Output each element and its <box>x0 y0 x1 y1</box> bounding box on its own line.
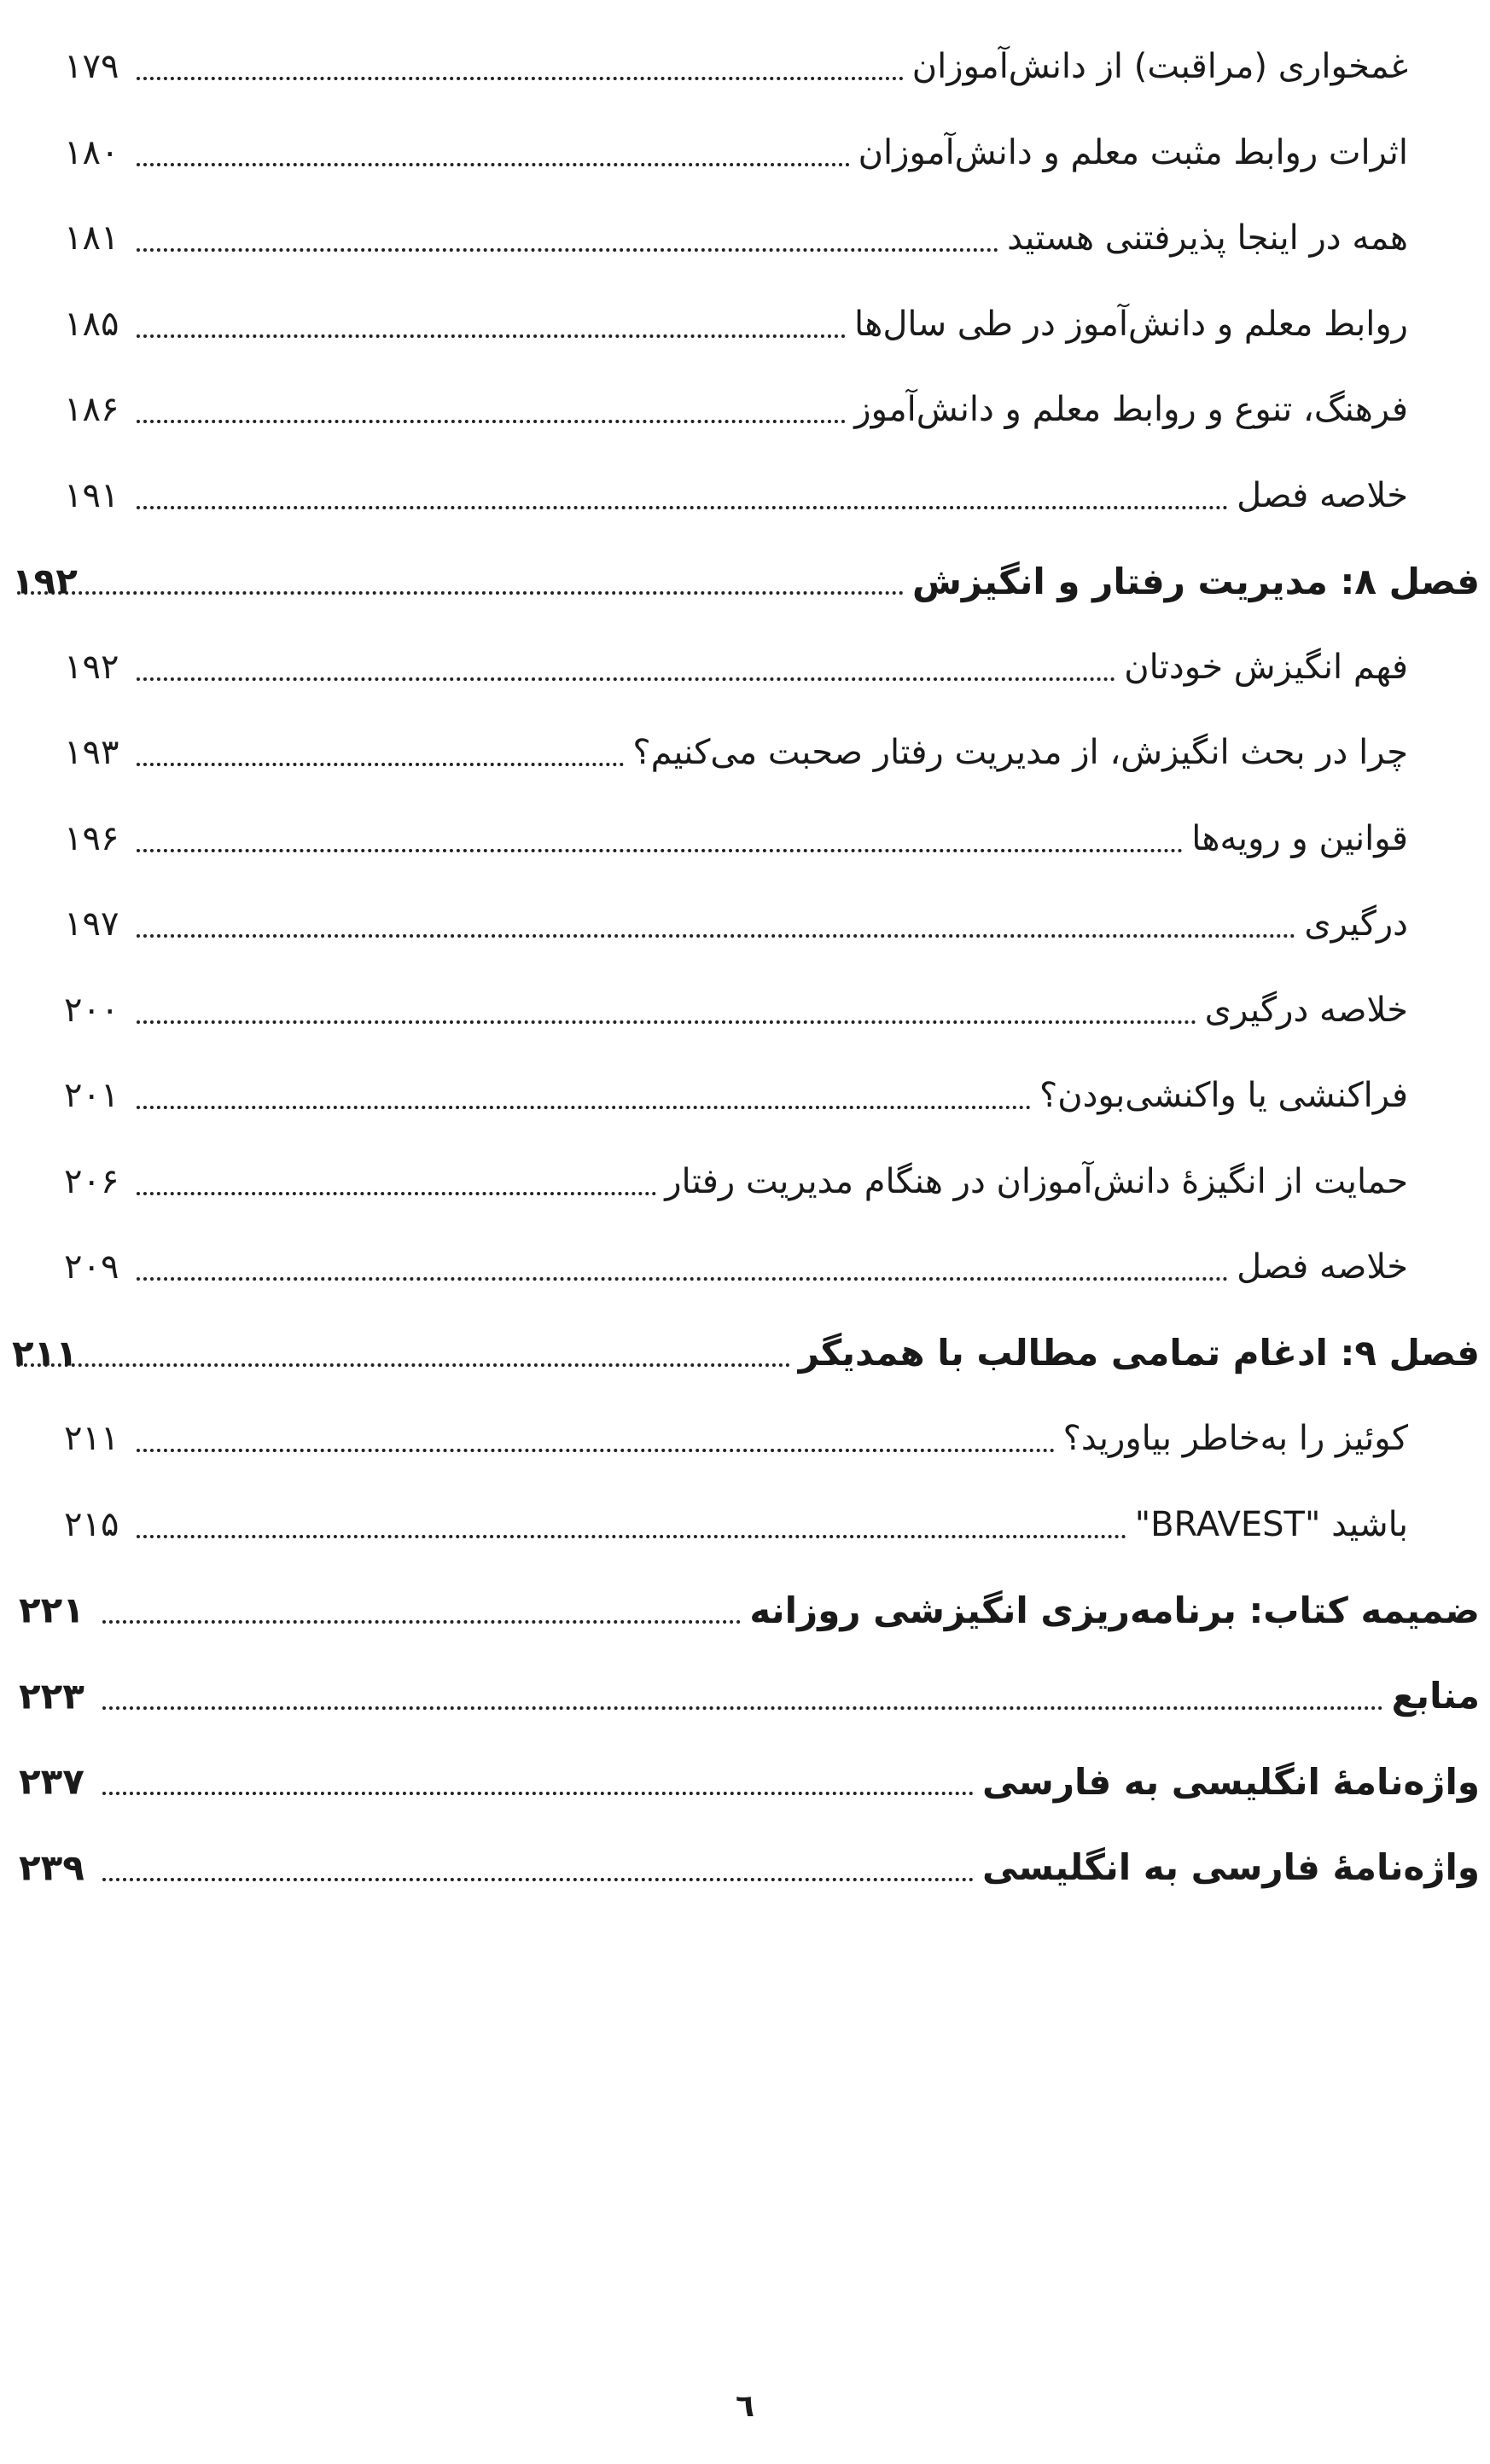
dot-leader <box>137 849 1183 852</box>
toc-entry-page: ۱۹۳ <box>64 733 119 773</box>
toc-appendix-entry[interactable] <box>0 1825 1490 1911</box>
toc-entry-page: ۱۷۹ <box>64 47 119 87</box>
dot-leader <box>17 591 904 595</box>
toc-entry[interactable] <box>0 282 1490 368</box>
toc-appendix-page: ۲۳۹ <box>19 1846 84 1889</box>
toc-entry-page: ۱۸۶ <box>64 390 119 430</box>
toc-entry-title: درگیری <box>1304 904 1408 944</box>
dot-leader <box>137 1106 1031 1109</box>
dot-leader <box>102 1878 974 1881</box>
toc-entry-title: فهم انگیزش خودتان <box>1124 647 1408 687</box>
dot-leader <box>137 248 998 252</box>
dot-leader <box>102 1620 741 1624</box>
toc-entry-title: حمایت از انگیزهٔ دانش‌آموزان در هنگام مدیریت رفتار <box>665 1161 1408 1201</box>
dot-leader <box>102 1706 1383 1710</box>
toc-entry[interactable] <box>0 110 1490 196</box>
toc-entry-page: ۱۹۷ <box>64 904 119 944</box>
toc-entry-title: خلاصه فصل <box>1237 1247 1408 1287</box>
toc-entry-title: چرا در بحث انگیزش، از مدیریت رفتار صحبت می‌کنیم؟ <box>632 733 1408 773</box>
toc-chapter-page: ۲۱۱ <box>12 1332 78 1374</box>
toc-entry-title: همه در اینجا پذیرفتنی هستید <box>1007 218 1408 259</box>
toc-appendix-page: ۲۲۱ <box>19 1589 84 1631</box>
dot-leader <box>137 677 1115 681</box>
toc-entry[interactable] <box>0 1139 1490 1225</box>
toc-entry[interactable] <box>0 1482 1490 1568</box>
toc-entry-page: ۲۰۰ <box>64 990 119 1030</box>
toc-entry[interactable] <box>0 367 1490 453</box>
toc-entry-title: روابط معلم و دانش‌آموز در طی سال‌ها <box>854 304 1408 344</box>
dot-leader <box>137 334 846 338</box>
toc-entry[interactable] <box>0 195 1490 282</box>
dot-leader <box>137 163 850 166</box>
toc-appendix-title: واژه‌نامهٔ انگلیسی به فارسی <box>982 1760 1480 1803</box>
dot-leader <box>137 763 624 766</box>
dot-leader <box>137 1449 1055 1452</box>
page-number: ٦ <box>736 2389 754 2424</box>
toc-entry-title: خلاصه فصل <box>1237 475 1408 515</box>
toc-appendix-entry[interactable] <box>0 1567 1490 1653</box>
toc-entry-page: ۱۸۰ <box>64 132 119 172</box>
dot-leader <box>137 1020 1196 1024</box>
toc-chapter-title: فصل ۹: ادغام تمامی مطالب با همدیگر <box>798 1332 1480 1374</box>
toc-chapter-entry[interactable] <box>0 538 1490 625</box>
toc-entry-title: "BRAVEST" باشید <box>1134 1504 1408 1544</box>
toc-entry-page: ۲۰۶ <box>64 1161 119 1201</box>
toc-appendix-title: منابع <box>1391 1675 1480 1717</box>
toc-appendix-page: ۲۳۷ <box>19 1760 84 1803</box>
toc-entry[interactable] <box>0 453 1490 539</box>
toc-entry[interactable] <box>0 1224 1490 1310</box>
toc-entry-title: فرهنگ، تنوع و روابط معلم و دانش‌آموز <box>854 390 1408 430</box>
dot-leader <box>137 1535 1126 1538</box>
toc-entry[interactable] <box>0 1053 1490 1139</box>
toc-appendix-entry[interactable] <box>0 1653 1490 1740</box>
dot-leader <box>137 506 1228 509</box>
toc-entry-page: ۲۱۱ <box>64 1419 119 1459</box>
toc-chapter-title: فصل ۸: مدیریت رفتار و انگیزش <box>911 560 1480 602</box>
toc-entry[interactable] <box>0 710 1490 796</box>
dot-leader <box>137 77 904 80</box>
toc-entry-title: غمخواری (مراقبت) از دانش‌آموزان <box>911 47 1408 87</box>
toc-entry-page: ۱۸۵ <box>64 304 119 344</box>
toc-entry-title: اثرات روابط مثبت معلم و دانش‌آموزان <box>858 132 1408 172</box>
dot-leader <box>17 1363 790 1367</box>
toc-entry[interactable] <box>0 881 1490 968</box>
toc-entry[interactable] <box>0 625 1490 711</box>
toc-entry-page: ۲۱۵ <box>64 1504 119 1544</box>
toc-entry-page: ۱۹۲ <box>64 647 119 687</box>
dot-leader <box>137 420 846 423</box>
toc-entry-page: ۲۰۹ <box>64 1247 119 1287</box>
toc-entry-page: ۱۸۱ <box>64 218 119 259</box>
toc-entry-title: کوئیز را به‌خاطر بیاورید؟ <box>1062 1419 1408 1459</box>
toc-entry-page: ۲۰۱ <box>64 1076 119 1116</box>
toc-entry-title: فراکنشی یا واکنشی‌بودن؟ <box>1039 1076 1408 1116</box>
toc-entry-title: قوانین و رویه‌ها <box>1191 818 1408 858</box>
toc-entry[interactable] <box>0 968 1490 1054</box>
toc-chapter-page: ۱۹۲ <box>12 560 78 602</box>
toc-appendix-title: ضمیمه کتاب: برنامه‌ریزی انگیزشی روزانه <box>749 1589 1480 1631</box>
toc-appendix-title: واژه‌نامهٔ فارسی به انگلیسی <box>982 1846 1480 1889</box>
dot-leader <box>102 1792 974 1795</box>
toc-entry-page: ۱۹۱ <box>64 475 119 515</box>
toc-entry[interactable] <box>0 1396 1490 1482</box>
toc-entry-title: خلاصه درگیری <box>1204 990 1408 1030</box>
table-of-contents <box>0 24 1490 1910</box>
toc-entry[interactable] <box>0 24 1490 110</box>
dot-leader <box>137 1192 656 1195</box>
toc-appendix-entry[interactable] <box>0 1739 1490 1825</box>
toc-appendix-page: ۲۲۳ <box>19 1675 84 1717</box>
toc-chapter-entry[interactable] <box>0 1310 1490 1397</box>
toc-entry-page: ۱۹۶ <box>64 818 119 858</box>
toc-entry[interactable] <box>0 796 1490 882</box>
dot-leader <box>137 934 1295 938</box>
dot-leader <box>137 1277 1228 1281</box>
